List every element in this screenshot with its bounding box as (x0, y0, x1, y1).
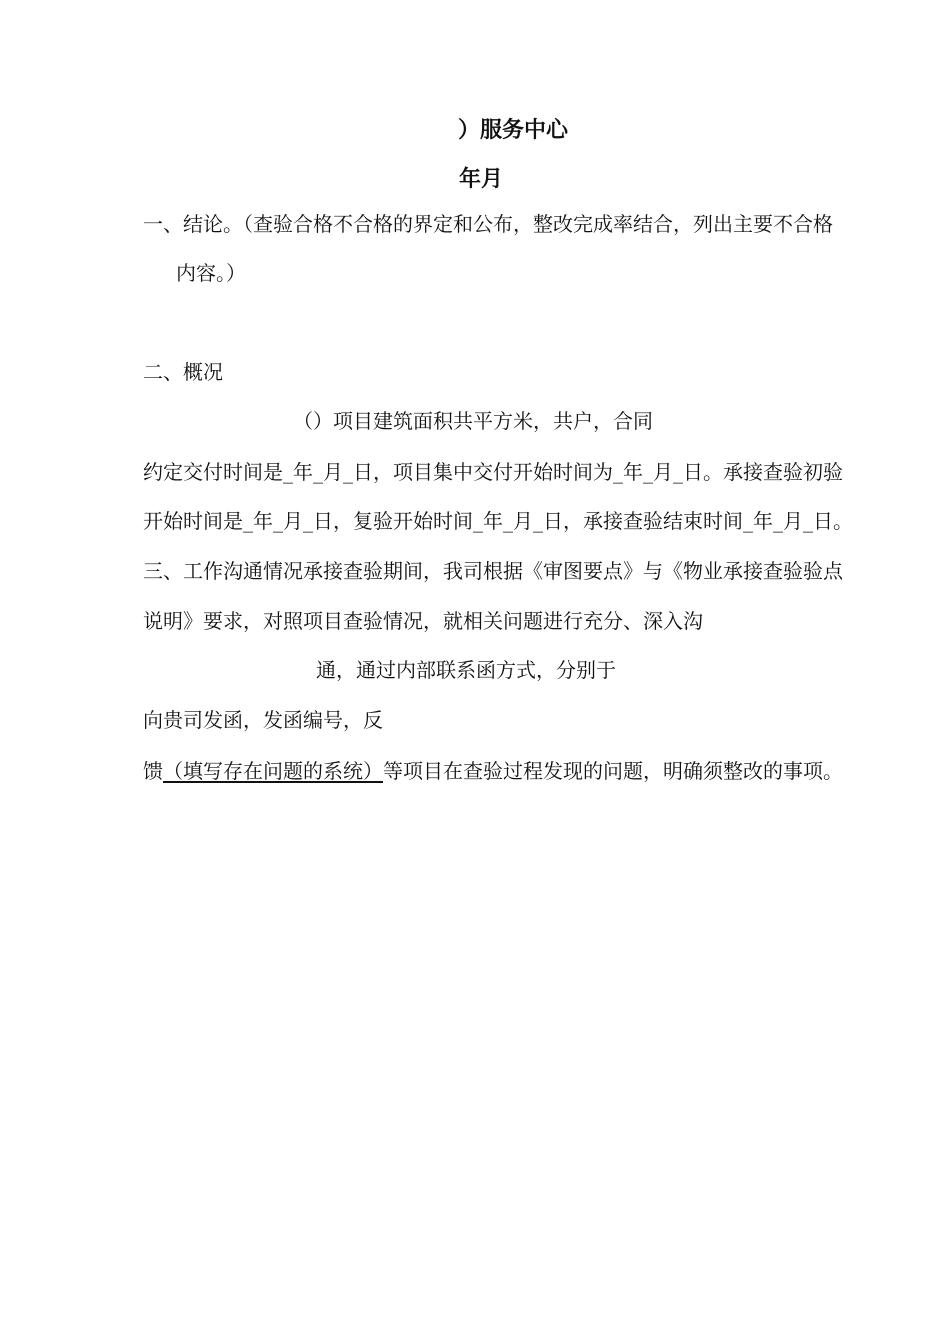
communication-line-4: 向贵司发函，发函编号，反 (143, 708, 383, 732)
communication-line-5-suffix: 等项目在查验过程发现的问题，明确须整改的事项。 (383, 759, 843, 783)
document-date: 年月 (459, 167, 504, 192)
overview-line-1: （）项目建筑面积共平方米，共户，合同 (293, 409, 653, 433)
conclusion-line-1: 一、结论。（查验合格不合格的界定和公布，整改完成率结合，列出主要不合格 (143, 212, 833, 236)
problem-systems-placeholder: （填写存在问题的系统） (163, 759, 383, 783)
service-center-title: ）服务中心 (458, 118, 569, 143)
overview-heading: 二、概况 (143, 360, 223, 384)
overview-line-3: 开始时间是_年_月_日，复验开始时间_年_月_日，承接查验结束时间_年_月_日。 (143, 509, 853, 533)
communication-line-2: 说明》要求，对照项目查验情况，就相关问题进行充分、深入沟 (143, 609, 703, 633)
communication-line-1: 三、工作沟通情况承接查验期间，我司根据《审图要点》与《物业承接查验验点 (143, 559, 843, 583)
communication-line-5-prefix: 馈 (143, 759, 163, 783)
communication-line-5 (143, 757, 843, 785)
overview-line-2: 约定交付时间是_年_月_日，项目集中交付开始时间为_年_月_日。承接查验初验 (143, 460, 843, 484)
conclusion-line-2: 内容。） (176, 261, 246, 285)
communication-line-3: 通，通过内部联系函方式，分别于 (316, 658, 616, 682)
